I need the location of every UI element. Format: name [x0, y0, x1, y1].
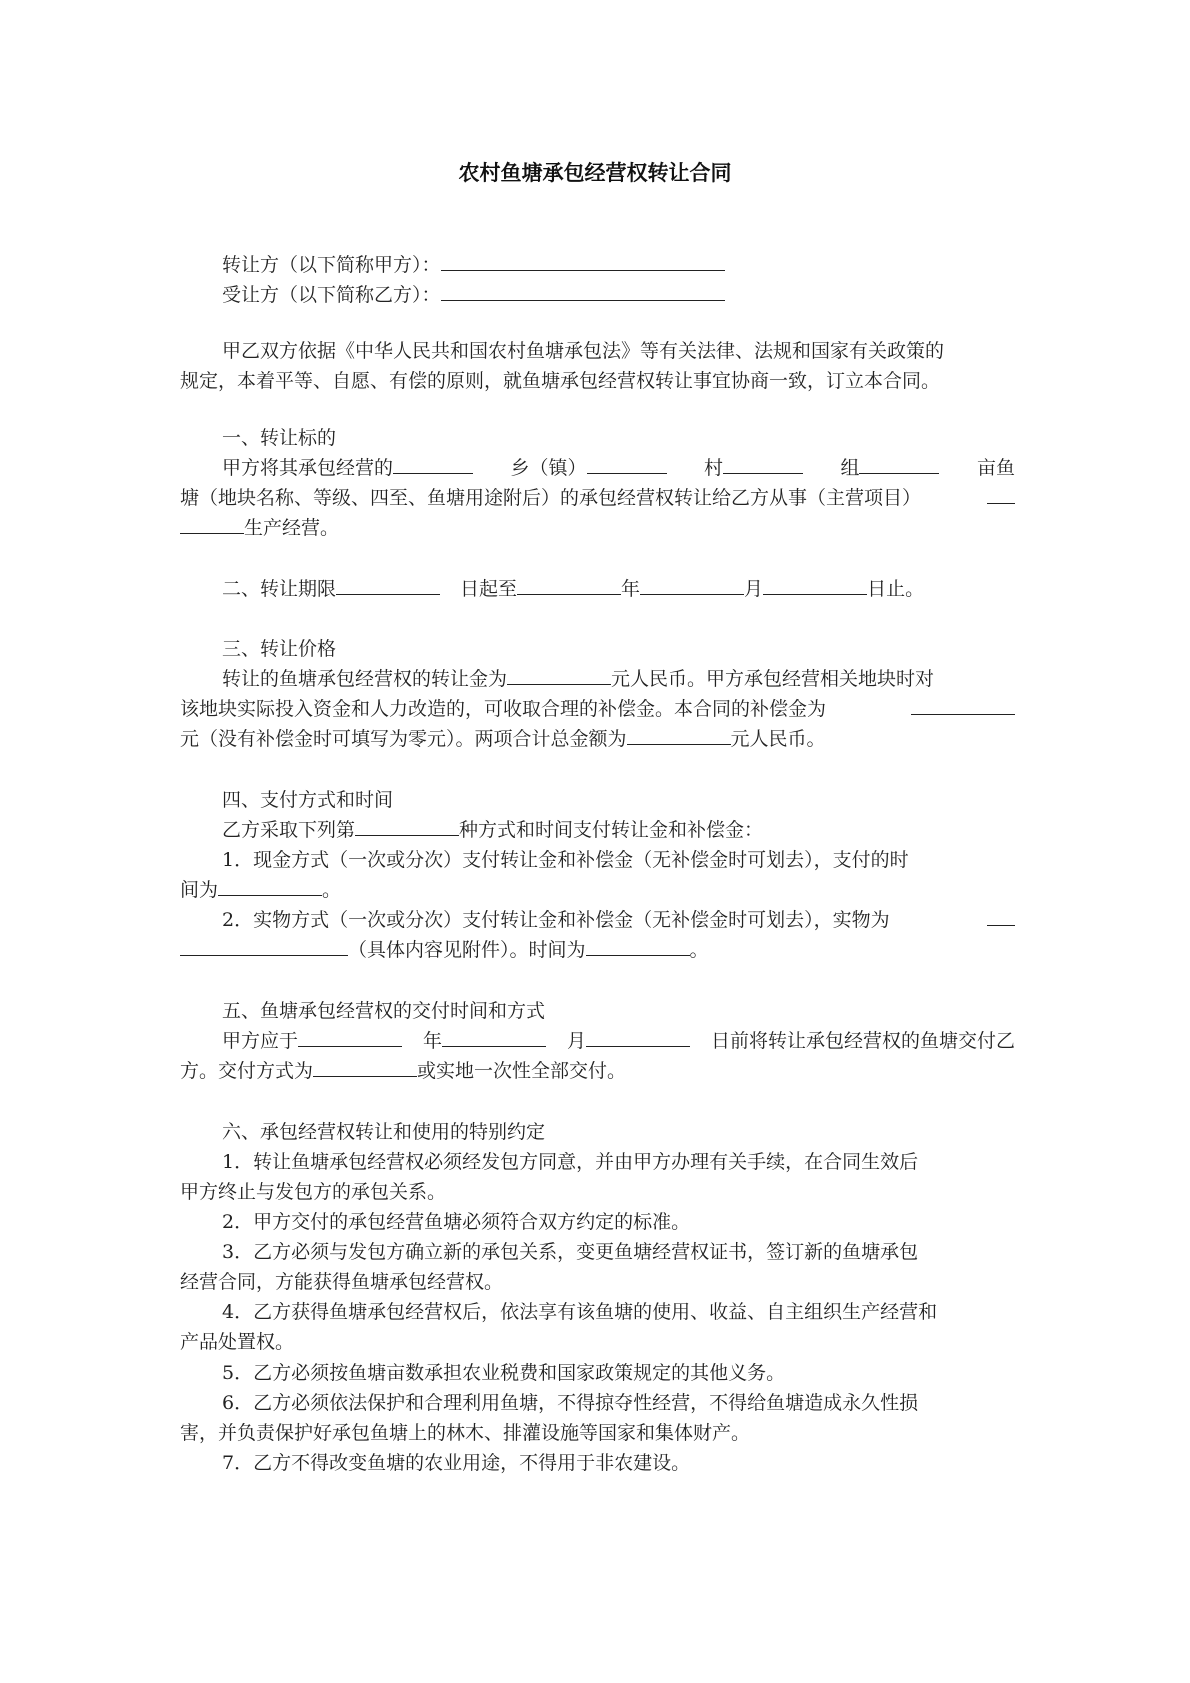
transferee-blank[interactable] [441, 280, 725, 301]
s5-text-l2b: 或实地一次性全部交付。 [417, 1060, 627, 1082]
in-kind-blank-1[interactable] [987, 905, 1015, 926]
section-6-item-7: 7．乙方不得改变鱼塘的农业用途，不得用于非农建设。 [222, 1452, 691, 1474]
s2-text-c: 年 [621, 578, 641, 600]
section-6-item-4: 4．乙方获得鱼塘承包经营权后，依法享有该鱼塘的使用、收益、自主组织生产经营和 [222, 1301, 938, 1323]
s5-text-c: 月 [566, 1030, 586, 1052]
s4-text-i1b: 间为 [180, 879, 219, 901]
section-1-line-1 [222, 453, 1015, 483]
mu-blank[interactable] [859, 453, 939, 474]
section-4-line-1 [222, 815, 1015, 845]
section-3-line-3 [180, 724, 1015, 754]
s3-text-a: 转让的鱼塘承包经营权的转让金为 [222, 668, 508, 690]
section-6-item-4-cont: 产品处置权。 [180, 1331, 295, 1353]
section-6-item-3-cont: 经营合同，方能获得鱼塘承包经营权。 [180, 1271, 504, 1293]
s5-text-d: 日前将转让承包经营权的鱼塘交付乙 [710, 1030, 1015, 1052]
term-start-blank[interactable] [336, 574, 440, 595]
village-blank[interactable] [587, 453, 667, 474]
section-2-line [222, 574, 1015, 604]
transfer-fee-blank[interactable] [507, 664, 611, 685]
s1-text-l2: 塘（地块名称、等级、四至、鱼塘用途附后）的承包经营权转让给乙方从事（主营项目） [180, 487, 922, 509]
s2-text-e: 日止。 [867, 578, 925, 600]
s5-text-a: 甲方应于 [222, 1030, 299, 1052]
section-1-line-2 [180, 483, 1015, 513]
section-5-heading: 五、鱼塘承包经营权的交付时间和方式 [222, 1000, 546, 1022]
section-4-item-1-cont [180, 875, 1015, 905]
section-4-item-1: 1．现金方式（一次或分次）支付转让金和补偿金（无补偿金时可划去），支付的时 [222, 849, 909, 871]
s2-text-a: 二、转让期限 [222, 578, 337, 600]
s3-text-b: 元人民币。甲方承包经营相关地块时对 [611, 668, 935, 690]
section-6-item-2: 2．甲方交付的承包经营鱼塘必须符合双方约定的标准。 [222, 1211, 691, 1233]
term-day-blank[interactable] [763, 574, 867, 595]
section-6-heading: 六、承包经营权转让和使用的特别约定 [222, 1121, 546, 1143]
main-project-blank-2[interactable] [180, 513, 244, 534]
section-6-item-1: 1．转让鱼塘承包经营权必须经发包方同意，并由甲方办理有关手续，在合同生效后 [222, 1151, 919, 1173]
section-3-line-2 [180, 694, 1015, 724]
section-3-line-1 [222, 664, 1015, 694]
intro-line-1: 甲乙双方依据《中华人民共和国农村鱼塘承包法》等有关法律、法规和国家有关政策的 [222, 340, 945, 362]
section-4-heading: 四、支付方式和时间 [222, 789, 394, 811]
township-blank[interactable] [393, 453, 473, 474]
total-amount-blank[interactable] [627, 724, 731, 745]
s1-text-a: 甲方将其承包经营的 [222, 457, 394, 479]
transferee-label: 受让方（以下简称乙方）： [222, 284, 441, 306]
s4-text-b: 种方式和时间支付转让金和补偿金： [459, 819, 764, 841]
section-4-item-2-cont [180, 935, 1015, 965]
main-project-blank-1[interactable] [987, 483, 1015, 504]
payment-option-blank[interactable] [355, 815, 459, 836]
group-blank[interactable] [723, 453, 803, 474]
s3-text-l2: 该地块实际投入资金和人力改造的，可收取合理的补偿金。本合同的补偿金为 [180, 698, 827, 720]
section-6-item-1-cont: 甲方终止与发包方的承包关系。 [180, 1181, 447, 1203]
transferor-line [222, 250, 1015, 280]
section-1-heading: 一、转让标的 [222, 427, 337, 449]
s4-text-i2b: （具体内容见附件）。时间为 [348, 939, 586, 961]
s5-text-b: 年 [422, 1030, 442, 1052]
s2-text-b: 日起至 [460, 578, 518, 600]
s1-text-e: 亩鱼 [976, 457, 1015, 479]
transferor-label: 转让方（以下简称甲方）： [222, 254, 441, 276]
s3-text-l3a: 元（没有补偿金时可填写为零元）。两项合计总金额为 [180, 728, 627, 750]
section-6-item-3: 3．乙方必须与发包方确立新的承包关系，变更鱼塘经营权证书，签订新的鱼塘承包 [222, 1241, 919, 1263]
section-6-item-6: 6．乙方必须依法保护和合理利用鱼塘，不得掠夺性经营，不得给鱼塘造成永久性损 [222, 1392, 919, 1414]
in-kind-blank-2[interactable] [180, 935, 348, 956]
cash-time-blank[interactable] [218, 875, 322, 896]
transferee-line [222, 280, 1015, 310]
s1-text-l3: 生产经营。 [244, 517, 340, 539]
delivery-month-blank[interactable] [442, 1026, 546, 1047]
transferor-blank[interactable] [441, 250, 725, 271]
section-6-item-5: 5．乙方必须按鱼塘亩数承担农业税费和国家政策规定的其他义务。 [222, 1362, 786, 1384]
section-6-item-6-cont: 害，并负责保护好承包鱼塘上的林木、排灌设施等国家和集体财产。 [180, 1422, 751, 1444]
s2-text-d: 月 [744, 578, 764, 600]
section-3-heading: 三、转让价格 [222, 638, 337, 660]
compensation-blank[interactable] [911, 694, 1015, 715]
s4-text-i1c: 。 [322, 879, 342, 901]
s3-text-l3b: 元人民币。 [730, 728, 826, 750]
s1-text-b: 乡（镇） [510, 457, 587, 479]
s4-text-i2c: 。 [689, 939, 709, 961]
term-month-blank[interactable] [640, 574, 744, 595]
s4-text-a: 乙方采取下列第 [222, 819, 356, 841]
intro-line-2: 规定，本着平等、自愿、有偿的原则，就鱼塘承包经营权转让事宜协商一致，订立本合同。 [180, 370, 941, 392]
delivery-method-blank[interactable] [313, 1056, 417, 1077]
section-1-line-3 [180, 513, 1015, 543]
delivery-day-blank[interactable] [586, 1026, 690, 1047]
section-5-line-2 [180, 1056, 1015, 1086]
delivery-year-blank[interactable] [298, 1026, 402, 1047]
s5-text-l2a: 方。交付方式为 [180, 1060, 314, 1082]
s1-text-c: 村 [703, 457, 723, 479]
term-year-blank[interactable] [517, 574, 621, 595]
s4-text-i2a: 2．实物方式（一次或分次）支付转让金和补偿金（无补偿金时可划去），实物为 [222, 909, 890, 931]
s1-text-d: 组 [840, 457, 860, 479]
page-title: 农村鱼塘承包经营权转让合同 [458, 161, 732, 185]
section-5-line-1 [222, 1026, 1015, 1056]
section-4-item-2 [222, 905, 1015, 935]
in-kind-time-blank[interactable] [586, 935, 690, 956]
